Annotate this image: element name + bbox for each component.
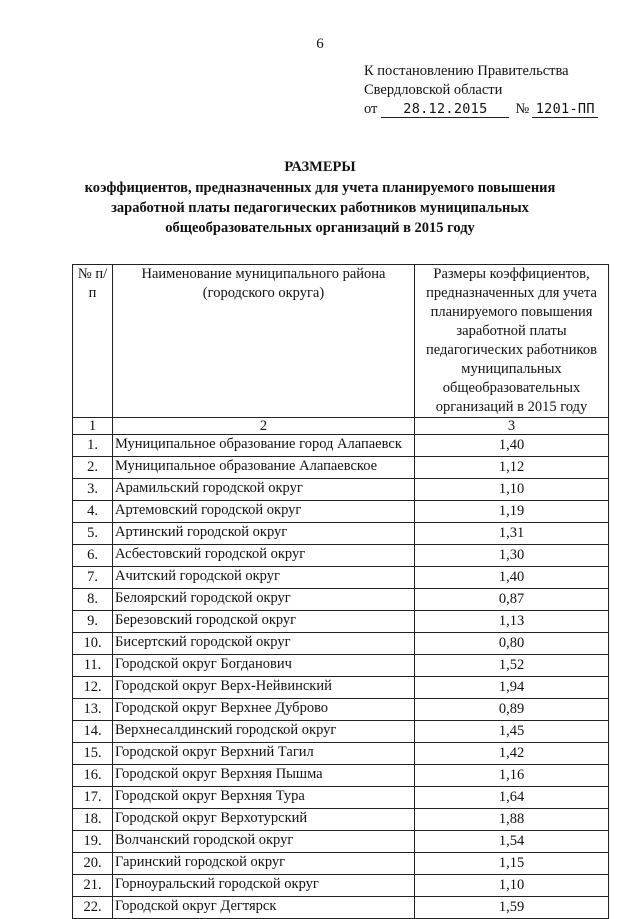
- row-name: Городской округ Верхняя Тура: [113, 787, 415, 809]
- row-coefficient: 1,64: [415, 787, 609, 809]
- row-name: Муниципальное образование город Алапаевск: [113, 435, 415, 457]
- row-coefficient: 1,59: [415, 897, 609, 919]
- row-number: 6.: [73, 545, 113, 567]
- row-coefficient: 1,52: [415, 655, 609, 677]
- resolution-date: 28.12.2015: [381, 102, 509, 118]
- table-row: [73, 567, 609, 589]
- table-row: [73, 831, 609, 853]
- row-number: 19.: [73, 831, 113, 853]
- title-main: РАЗМЕРЫ: [284, 159, 356, 175]
- row-number: 3.: [73, 479, 113, 501]
- table-row: [73, 633, 609, 655]
- row-name: Муниципальное образование Алапаевское: [113, 457, 415, 479]
- table-row: [73, 611, 609, 633]
- row-name: Бисертский городской округ: [113, 633, 415, 655]
- row-coefficient: 1,88: [415, 809, 609, 831]
- date-prefix: от: [364, 101, 378, 117]
- row-coefficient: 1,16: [415, 765, 609, 787]
- title-line-2: заработной платы педагогических работников муниципальных: [111, 200, 529, 216]
- row-name: Городской округ Богданович: [113, 655, 415, 677]
- row-coefficient: 1,15: [415, 853, 609, 875]
- row-coefficient: 1,30: [415, 545, 609, 567]
- table-row: [73, 545, 609, 567]
- row-number: 16.: [73, 765, 113, 787]
- row-name: Горноуральский городской округ: [113, 875, 415, 897]
- column-header-coefficient: Размеры коэффициентов, предназначенных для учета планируемого повышения заработной платы педагогических работников муниципальных общеобразовательных организаций в 2015 году: [415, 265, 609, 418]
- column-index-2: 2: [113, 418, 415, 435]
- table-row: [73, 457, 609, 479]
- table-row: [73, 655, 609, 677]
- row-coefficient: 1,40: [415, 435, 609, 457]
- row-coefficient: 1,54: [415, 831, 609, 853]
- column-header-number: № п/п: [73, 265, 113, 418]
- table-row: [73, 479, 609, 501]
- row-number: 7.: [73, 567, 113, 589]
- row-name: Березовский городской округ: [113, 611, 415, 633]
- table-row: [73, 589, 609, 611]
- row-name: Артемовский городской округ: [113, 501, 415, 523]
- row-name: Артинский городской округ: [113, 523, 415, 545]
- title-line-3: общеобразовательных организаций в 2015 году: [165, 220, 475, 236]
- row-number: 9.: [73, 611, 113, 633]
- column-index-row: [73, 418, 609, 435]
- row-name: Городской округ Верхнее Дуброво: [113, 699, 415, 721]
- row-number: 8.: [73, 589, 113, 611]
- row-number: 11.: [73, 655, 113, 677]
- column-index-1: 1: [73, 418, 113, 435]
- table-row: [73, 677, 609, 699]
- row-name: Арамильский городской округ: [113, 479, 415, 501]
- coefficients-table: [72, 264, 609, 919]
- row-coefficient: 1,94: [415, 677, 609, 699]
- row-number: 5.: [73, 523, 113, 545]
- row-coefficient: 0,80: [415, 633, 609, 655]
- row-name: Ачитский городской округ: [113, 567, 415, 589]
- row-number: 17.: [73, 787, 113, 809]
- table-row: [73, 699, 609, 721]
- column-header-name: Наименование муниципального района (городского округа): [113, 265, 415, 418]
- table-row: [73, 721, 609, 743]
- row-name: Асбестовский городской округ: [113, 545, 415, 567]
- row-coefficient: 1,42: [415, 743, 609, 765]
- title-line-1: коэффициентов, предназначенных для учета планируемого повышения: [84, 180, 556, 196]
- row-coefficient: 1,40: [415, 567, 609, 589]
- row-coefficient: 0,87: [415, 589, 609, 611]
- table-body: [73, 435, 609, 919]
- column-index-3: 3: [415, 418, 609, 435]
- number-prefix: №: [515, 101, 530, 117]
- row-coefficient: 1,10: [415, 875, 609, 897]
- row-number: 2.: [73, 457, 113, 479]
- row-number: 15.: [73, 743, 113, 765]
- row-number: 21.: [73, 875, 113, 897]
- table-row: [73, 875, 609, 897]
- row-number: 13.: [73, 699, 113, 721]
- table-row: [73, 787, 609, 809]
- row-name: Городской округ Верхняя Пышма: [113, 765, 415, 787]
- row-coefficient: 1,13: [415, 611, 609, 633]
- row-coefficient: 1,10: [415, 479, 609, 501]
- table-row: [73, 765, 609, 787]
- table-row: [73, 897, 609, 919]
- table-row: [73, 435, 609, 457]
- row-number: 18.: [73, 809, 113, 831]
- row-number: 4.: [73, 501, 113, 523]
- row-name: Волчанский городской округ: [113, 831, 415, 853]
- row-name: Гаринский городской округ: [113, 853, 415, 875]
- resolution-number: 1201-ПП: [532, 102, 598, 118]
- table-row: [73, 523, 609, 545]
- row-coefficient: 1,45: [415, 721, 609, 743]
- row-coefficient: 1,12: [415, 457, 609, 479]
- resolution-line-2: Свердловской области: [364, 82, 503, 98]
- row-name: Городской округ Верхний Тагил: [113, 743, 415, 765]
- resolution-line-1: К постановлению Правительства: [364, 63, 569, 79]
- table-row: [73, 809, 609, 831]
- row-name: Белоярский городской округ: [113, 589, 415, 611]
- row-name: Городской округ Верхотурский: [113, 809, 415, 831]
- page-number: 6: [316, 36, 324, 52]
- table-row: [73, 853, 609, 875]
- row-number: 20.: [73, 853, 113, 875]
- row-number: 12.: [73, 677, 113, 699]
- row-name: Городской округ Дегтярск: [113, 897, 415, 919]
- document-title: [0, 157, 640, 238]
- row-number: 14.: [73, 721, 113, 743]
- table-row: [73, 743, 609, 765]
- resolution-reference: [364, 62, 598, 119]
- row-coefficient: 1,31: [415, 523, 609, 545]
- table-header-row: [73, 265, 609, 418]
- row-name: Верхнесалдинский городской округ: [113, 721, 415, 743]
- row-name: Городской округ Верх-Нейвинский: [113, 677, 415, 699]
- row-number: 1.: [73, 435, 113, 457]
- row-number: 22.: [73, 897, 113, 919]
- row-number: 10.: [73, 633, 113, 655]
- row-coefficient: 1,19: [415, 501, 609, 523]
- resolution-date-line: [364, 100, 598, 119]
- row-coefficient: 0,89: [415, 699, 609, 721]
- table-row: [73, 501, 609, 523]
